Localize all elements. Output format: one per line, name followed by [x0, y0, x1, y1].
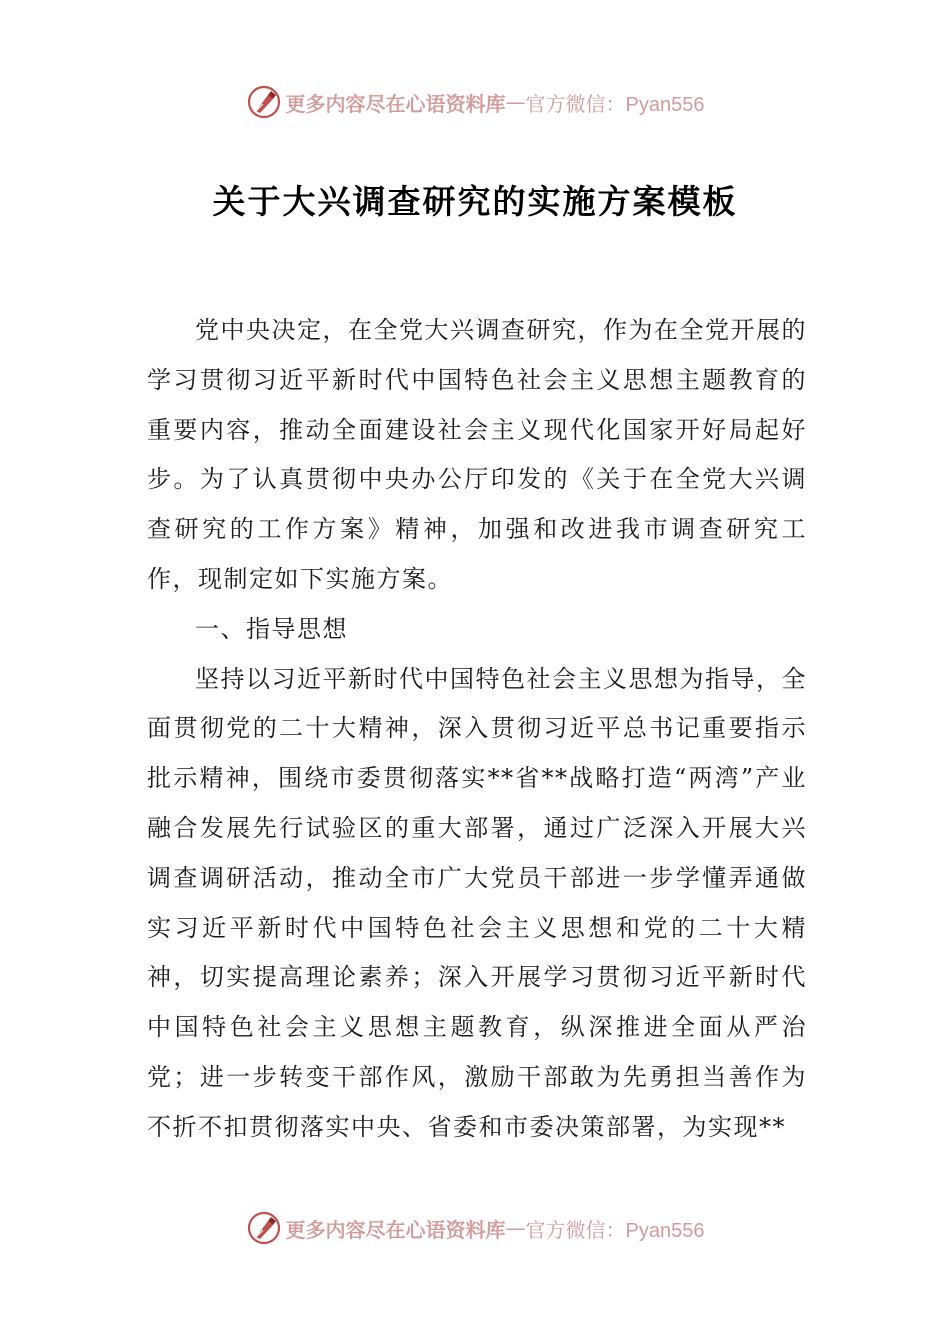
watermark-dash: —: [505, 1216, 526, 1240]
document-body: [147, 306, 807, 1153]
section-heading-guiding-ideology: 一、指导思想: [195, 614, 348, 643]
watermark-wechat-text: 官方微信：Pyan556: [525, 1219, 705, 1242]
paragraph-intro: 党中央决定，在全党大兴调查研究，作为在全党开展的学习贯彻习近平新时代中国特色社会主义思想主题教育的重要内容，推动全面建设社会主义现代化国家开好局起好步。为了认真贯彻中央办公厅印发的《关于在全党大兴调查研究的工作方案》精神，加强和改进我市调查研究工作，现制定如下实施方案。: [147, 316, 807, 593]
footer-watermark: [0, 1208, 950, 1248]
document-title: 关于大兴调查研究的实施方案模板: [212, 182, 738, 221]
watermark-site-text: 更多内容尽在心语资料库: [285, 91, 506, 116]
watermark-dash: —: [505, 90, 526, 114]
pen-nib-logo-icon: [246, 84, 282, 120]
paragraph-guiding-ideology: 坚持以习近平新时代中国特色社会主义思想为指导，全面贯彻党的二十大精神，深入贯彻习近平总书记重要指示批示精神，围绕市委贯彻落实**省**战略打造“两湾”产业融合发展先行试验区的重大部署，通过广泛深入开展大兴调查调研活动，推动全市广大党员干部进一步学懂弄通做实习近平新时代中国特色社会主义思想和党的二十大精神，切实提高理论素养；深入开展学习贯彻习近平新时代中国特色社会主义思想主题教育，纵深推进全面从严治党；进一步转变干部作风，激励干部敢为先勇担当善作为不折不扣贯彻落实中央、省委和市委决策部署，为实现**: [147, 664, 807, 1141]
pen-nib-logo-icon: [246, 1210, 282, 1246]
watermark-wechat-text: 官方微信：Pyan556: [525, 93, 705, 116]
watermark-site-text: 更多内容尽在心语资料库: [285, 1217, 506, 1242]
header-watermark: [0, 82, 950, 122]
